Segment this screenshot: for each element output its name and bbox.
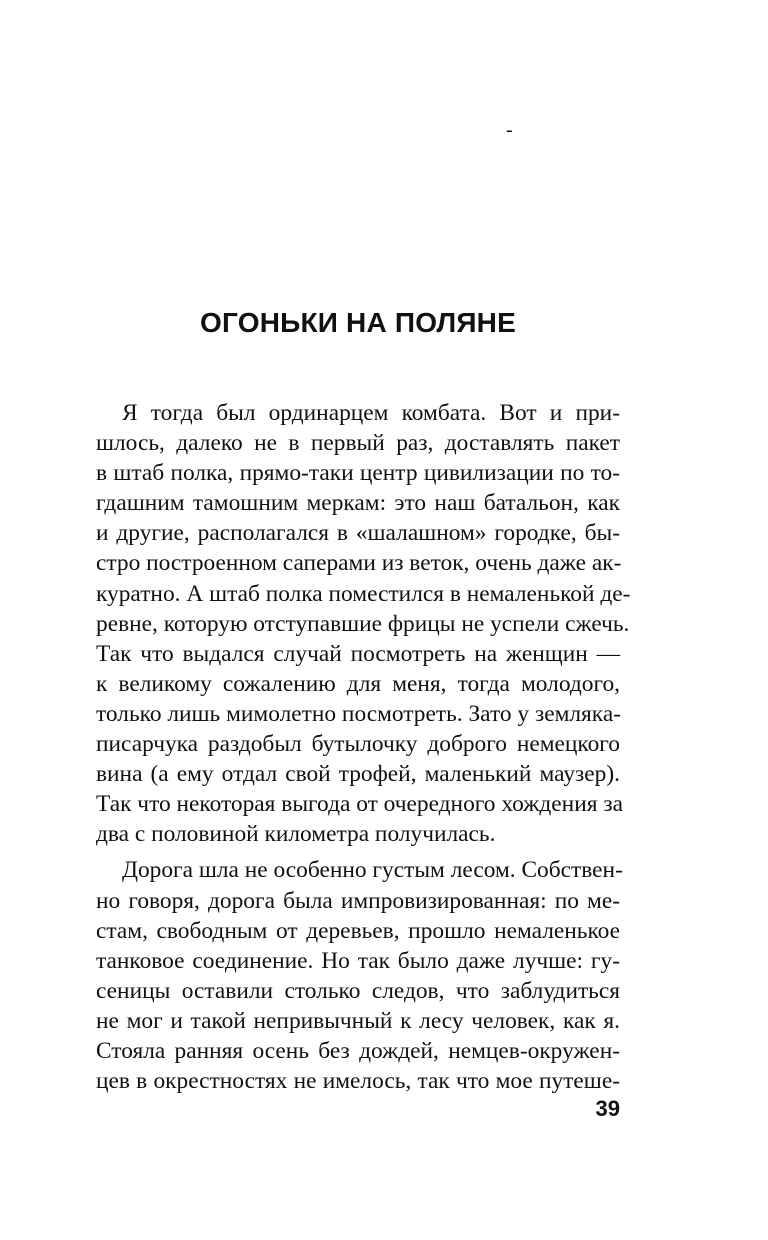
text-line: но говоря, дорога была импровизированная: по ме- (96, 887, 620, 914)
text-line: танковое соединение. Но так было даже лучше: гу- (96, 947, 620, 974)
text-line: гдашним тамошним меркам: это наш батальон, как (96, 490, 620, 517)
text-line: стам, свободным от деревьев, прошло немаленькое (96, 917, 620, 944)
text-line: ревне, которую отступавшие фрицы не успели сжечь. (96, 610, 630, 637)
text-line: только лишь мимолетно посмотреть. Зато у земляка- (96, 700, 621, 727)
text-line: в штаб полка, прямо-таки центр цивилизации по то- (96, 460, 620, 487)
text-line: Стояла ранняя осень без дождей, немцев-окружен- (96, 1037, 620, 1064)
text-line: к великому сожалению для меня, тогда молодого, (96, 670, 620, 697)
text-line: шлось, далеко не в первый раз, доставлять пакет (96, 430, 620, 457)
text-line: куратно. А штаб полка поместился в немаленькой де- (96, 580, 631, 607)
page-mark: - (506, 119, 513, 141)
text-line: и другие, располагался в «шалашном» городке, бы- (96, 520, 620, 547)
paragraph (96, 855, 623, 1096)
text-line: Дорога шла не особенно густым лесом. Собствен- (122, 857, 623, 884)
text-line: писарчука раздобыл бутылочку доброго немецкого (96, 731, 620, 758)
chapter-body (96, 398, 631, 1096)
text-line: Я тогда был ординарцем комбата. Вот и при- (122, 400, 620, 426)
paragraph (96, 398, 631, 849)
text-line: стро построенном саперами из веток, очень даже ак- (96, 550, 622, 577)
chapter-title: ОГОНЬКИ НА ПОЛЯНЕ (200, 307, 516, 338)
text-line: два с половиной километра получилась. (96, 821, 496, 848)
text-line: цев в окрестностях не имелось, так что мое путеше- (96, 1068, 620, 1095)
text-line: не мог и такой непривычный к лесу человек, как я. (96, 1007, 620, 1034)
text-line: Так что выдался случай посмотреть на женщин — (96, 640, 620, 667)
text-line: Так что некоторая выгода от очередного хождения за (96, 791, 623, 818)
text-line: вина (а ему отдал свой трофей, маленький маузер). (96, 761, 620, 788)
text-line: сеницы оставили столько следов, что заблудиться (96, 977, 620, 1004)
page-number: 39 (595, 1096, 620, 1121)
